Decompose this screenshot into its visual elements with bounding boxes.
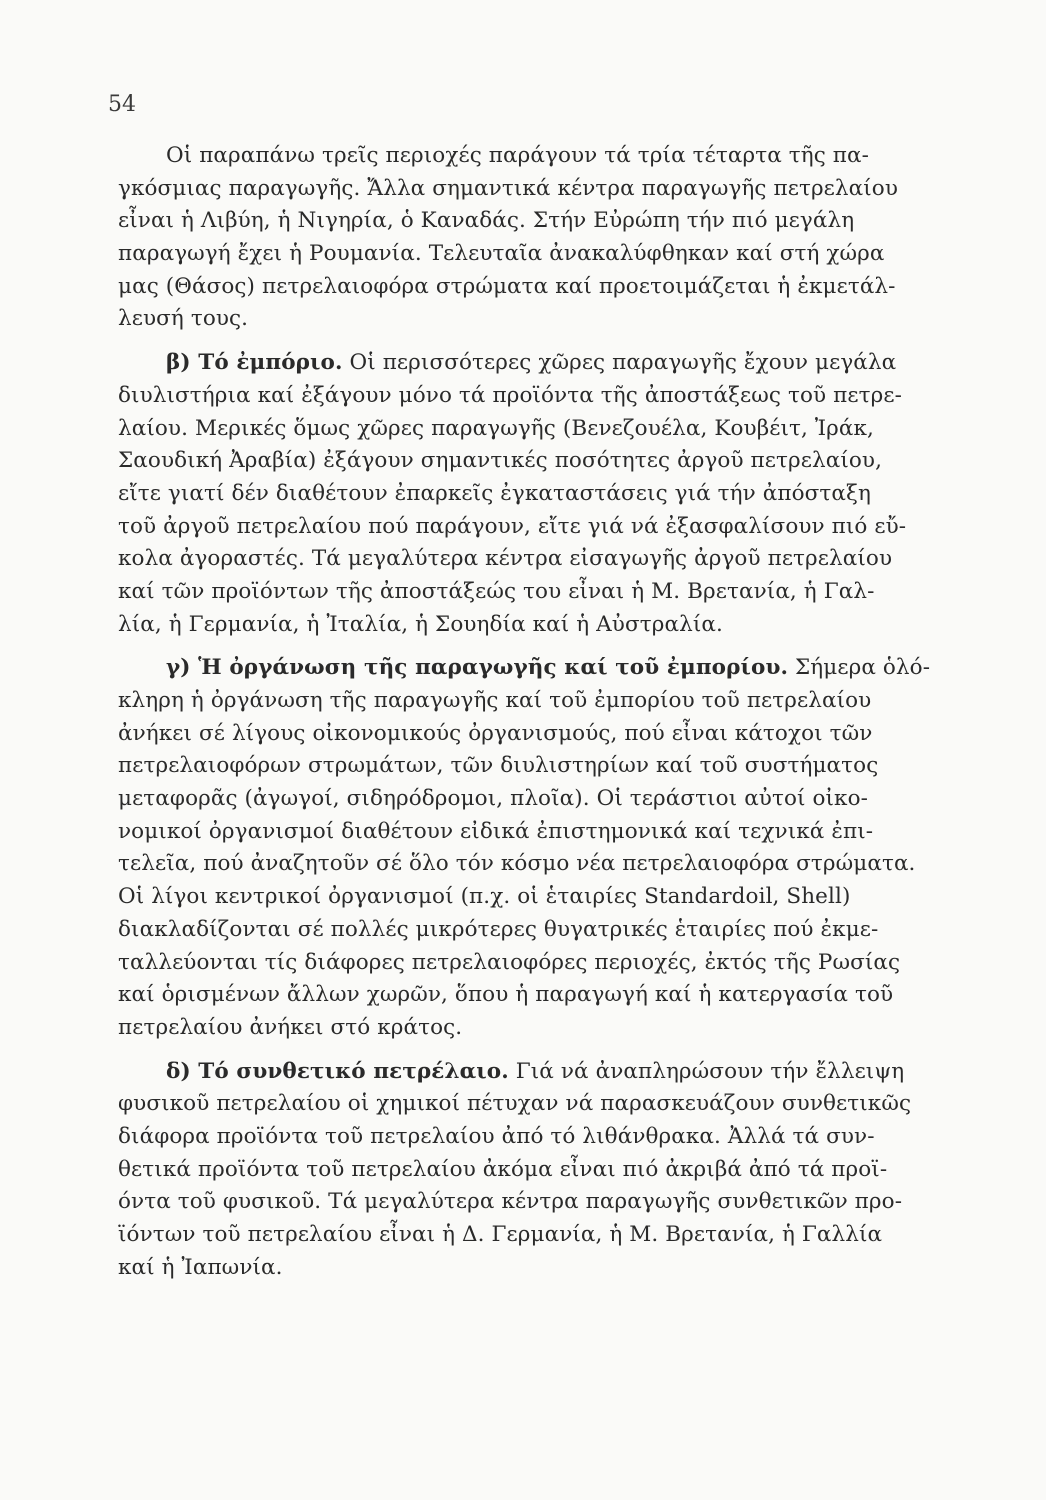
text-line: λία, ἡ Γερμανία, ἡ Ἰταλία, ἡ Σουηδία καί ἡ Αὐστραλία. (118, 611, 723, 637)
text-line: παραγωγή ἔχει ἡ Ρουμανία. Τελευταῖα ἀνακαλύφθηκαν καί στή χώρα (118, 241, 885, 267)
text-line: λαίου. Μερικές ὅμως χῶρες παραγωγῆς (Βενεζουέλα, Κουβέιτ, Ἰράκ, (118, 415, 874, 441)
text-line: νομικοί ὀργανισμοί διαθέτουν εἰδικά ἐπιστημονικά καί τεχνικά ἐπι- (118, 818, 874, 844)
text-line: μας (Θάσος) πετρελαιοφόρα στρώματα καί προετοιμάζεται ἡ ἐκμετάλ- (118, 273, 896, 299)
text-line: πετρελαιοφόρων στρωμάτων, τῶν διυλιστηρίων καί τοῦ συστήματος (118, 753, 879, 779)
section-heading-trade: β) Τό ἐμπόριο. (166, 350, 343, 376)
page-number: 54 (108, 92, 136, 117)
text-line: καί τῶν προϊόντων τῆς ἀποστάξεώς του εἶναι ἡ Μ. Βρετανία, ἡ Γαλ- (118, 578, 875, 604)
text-line: τοῦ ἀργοῦ πετρελαίου πού παράγουν, εἴτε γιά νά ἐξασφαλίσουν πιό εὔ- (118, 513, 907, 539)
text-line: ϊόντων τοῦ πετρελαίου εἶναι ἡ Δ. Γερμανία, ἡ Μ. Βρετανία, ἡ Γαλλία (118, 1222, 883, 1247)
text-line: διακλαδίζονται σέ πολλές μικρότερες θυγατρικές ἑταιρίες πού ἐκμε- (118, 916, 879, 942)
text-line: εἶναι ἡ Λιβύη, ἡ Νιγηρία, ὁ Καναδάς. Στήν Εὐρώπη τήν πιό μεγάλη (118, 208, 855, 234)
paragraph-trade (118, 347, 964, 641)
section-heading-organization: γ) Ἡ ὀργάνωση τῆς παραγωγῆς καί τοῦ ἐμπορίου. (166, 655, 789, 681)
text-line: ἀνήκει σέ λίγους οἰκονομικούς ὀργανισμούς, πού εἶναι κάτοχοι τῶν (118, 720, 873, 746)
text-line: β) Τό ἐμπόριο. Οἱ περισσότερες χῶρες παραγωγῆς ἔχουν μεγάλα (166, 350, 897, 376)
text-line: Οἱ παραπάνω τρεῖς περιοχές παράγουν τά τρία τέταρτα τῆς πα- (166, 143, 870, 168)
text-line: λευσή τους. (118, 306, 249, 332)
text-line: εἴτε γιατί δέν διαθέτουν ἐπαρκεῖς ἐγκαταστάσεις γιά τήν ἀπόσταξη (118, 480, 871, 506)
text-line: γκόσμιας παραγωγῆς. Ἄλλα σημαντικά κέντρα παραγωγῆς πετρελαίου (118, 175, 899, 201)
text-line: κληρη ἡ ὀργάνωση τῆς παραγωγῆς καί τοῦ ἐμπορίου τοῦ πετρελαίου (118, 688, 872, 713)
text-line: πετρελαίου ἀνήκει στό κράτος. (118, 1014, 463, 1040)
text-line: διάφορα προϊόντα τοῦ πετρελαίου ἀπό τό λιθάνθρακα. Ἀλλά τά συν- (118, 1123, 875, 1149)
text-line: γ) Ἡ ὀργάνωση τῆς παραγωγῆς καί τοῦ ἐμπορίου. Σήμερα ὁλό- (166, 655, 931, 681)
text-line: φυσικοῦ πετρελαίου οἱ χημικοί πέτυχαν νά παρασκευάζουν συνθετικῶς (118, 1091, 912, 1117)
text-line: κολα ἀγοραστές. Τά μεγαλύτερα κέντρα εἰσαγωγῆς ἀργοῦ πετρελαίου (118, 546, 893, 572)
text-line: ταλλεύονται τίς διάφορες πετρελαιοφόρες περιοχές, ἐκτός τῆς Ρωσίας (118, 949, 901, 975)
text-line: τελεῖα, πού ἀναζητοῦν σέ ὅλο τόν κόσμο νέα πετρελαιοφόρα στρώματα. (118, 851, 916, 877)
text-line: δ) Τό συνθετικό πετρέλαιο. Γιά νά ἀναπληρώσουν τήν ἔλλειψη (166, 1058, 905, 1084)
text-line: Σαουδική Ἀραβία) ἐξάγουν σημαντικές ποσότητες ἀργοῦ πετρελαίου, (118, 448, 883, 474)
section-heading-synthetic: δ) Τό συνθετικό πετρέλαιο. (166, 1058, 509, 1084)
paragraph-intro (118, 140, 964, 336)
paragraph-synthetic (118, 1056, 964, 1285)
text-line: καί ὁρισμένων ἄλλων χωρῶν, ὅπου ἡ παραγωγή καί ἡ κατεργασία τοῦ (118, 982, 894, 1008)
text-body (118, 140, 964, 1284)
text-line: καί ἡ Ἰαπωνία. (118, 1254, 283, 1280)
text-line: Οἱ λίγοι κεντρικοί ὀργανισμοί (π.χ. οἱ ἑταιρίες Standardoil, Shell) (118, 884, 851, 910)
paragraph-organization (118, 652, 964, 1044)
text-line: μεταφορᾶς (ἀγωγοί, σιδηρόδρομοι, πλοῖα). Οἱ τεράστιοι αὐτοί οἰκο- (118, 786, 869, 812)
text-line: θετικά προϊόντα τοῦ πετρελαίου ἀκόμα εἶναι πιό ἀκριβά ἀπό τά προϊ- (118, 1156, 888, 1182)
text-line: διυλιστήρια καί ἐξάγουν μόνο τά προϊόντα τῆς ἀποστάξεως τοῦ πετρε- (118, 382, 902, 408)
text-line: όντα τοῦ φυσικοῦ. Τά μεγαλύτερα κέντρα παραγωγῆς συνθετικῶν προ- (118, 1189, 903, 1215)
